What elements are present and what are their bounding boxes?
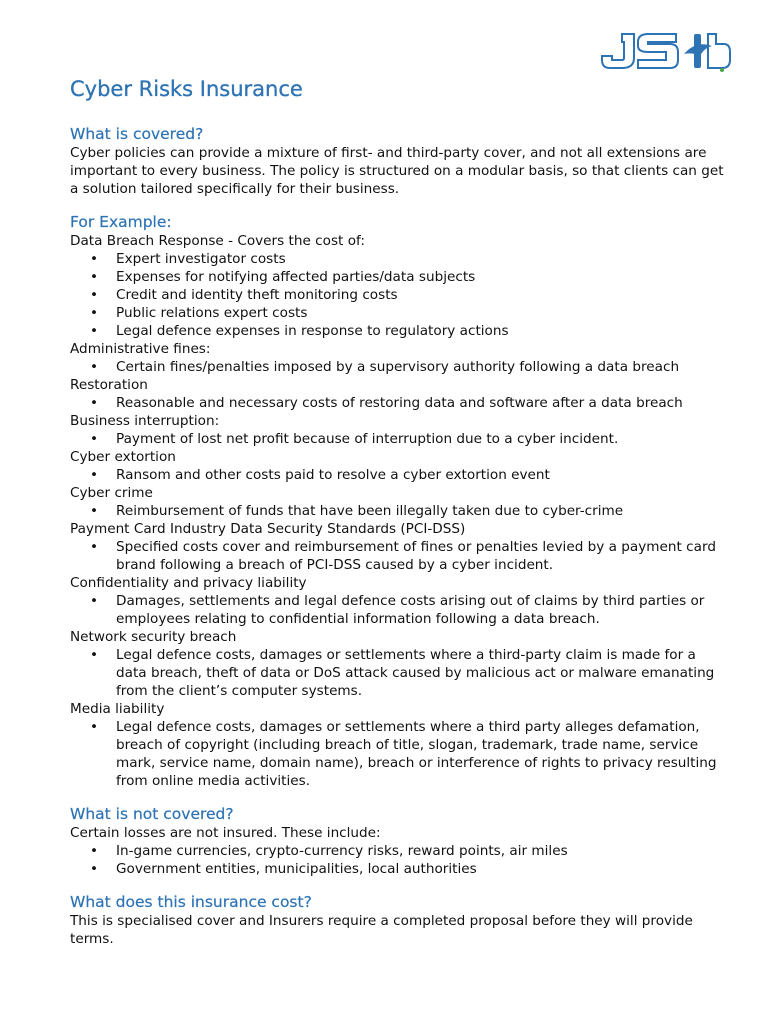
group-list [70, 466, 730, 484]
group-label: Business interruption: [70, 413, 220, 429]
example-groups [70, 232, 730, 790]
group-label: Cyber crime [70, 485, 153, 501]
list-item: • In-game currencies, crypto-currency risks, reward points, air miles [70, 842, 730, 860]
group-label: Restoration [70, 377, 148, 393]
list-item: • Expert investigator costs [70, 250, 730, 268]
list-item: • Legal defence costs, damages or settlements where a third party alleges defamation, breach of copyright (including breach of title, slogan, trademark, trade name, service mark, service name, domain name), breach or interference of rights to privacy resulting from online media activities. [70, 718, 730, 790]
group-list [70, 646, 730, 700]
group-label: Media liability [70, 701, 165, 717]
section-heading-cost: What does this insurance cost? [70, 893, 312, 911]
list-item: • Reimbursement of funds that have been illegally taken due to cyber-crime [70, 502, 730, 520]
group-list [70, 592, 730, 628]
cost-paragraph: This is specialised cover and Insurers require a completed proposal before they will provide terms. [70, 913, 693, 947]
group-label: Administrative fines: [70, 341, 211, 357]
list-item: • Damages, settlements and legal defence costs arising out of claims by third parties or employees relating to confidential information following a data breach. [70, 592, 730, 628]
group-list [70, 358, 730, 376]
group-list [70, 250, 730, 340]
group-label: Data Breach Response - Covers the cost of: [70, 233, 365, 249]
group-list [70, 718, 730, 790]
list-item: • Government entities, municipalities, local authorities [70, 860, 730, 878]
not-covered-intro: Certain losses are not insured. These include: [70, 825, 381, 841]
group-list [70, 430, 730, 448]
group-list [70, 502, 730, 520]
group-list [70, 538, 730, 574]
list-item: • Legal defence expenses in response to regulatory actions [70, 322, 730, 340]
list-item: • Specified costs cover and reimbursement of fines or penalties levied by a payment card brand following a breach of PCI-DSS caused by a cyber incident. [70, 538, 730, 574]
list-item: • Ransom and other costs paid to resolve a cyber extortion event [70, 466, 730, 484]
page-title: Cyber Risks Insurance [70, 77, 303, 101]
list-item: • Reasonable and necessary costs of restoring data and software after a data breach [70, 394, 730, 412]
section-heading-not-covered: What is not covered? [70, 805, 234, 823]
list-item: • Certain fines/penalties imposed by a supervisory authority following a data breach [70, 358, 730, 376]
not-covered-list [70, 842, 730, 878]
list-item: • Credit and identity theft monitoring costs [70, 286, 730, 304]
jsib-logo [600, 28, 732, 74]
group-list [70, 394, 730, 412]
group-label: Cyber extortion [70, 449, 176, 465]
list-item: • Payment of lost net profit because of interruption due to a cyber incident. [70, 430, 730, 448]
list-item: • Legal defence costs, damages or settlements where a third-party claim is made for a data breach, theft of data or DoS attack caused by malicious act or malware emanating from the client’s computer systems. [70, 646, 730, 700]
group-label: Payment Card Industry Data Security Standards (PCI-DSS) [70, 521, 466, 537]
covered-paragraph: Cyber policies can provide a mixture of first- and third-party cover, and not all extensions are important to every business. The policy is structured on a modular basis, so that clients can get a solution tailored specifically for their business. [70, 145, 724, 197]
document-body [70, 124, 730, 948]
section-heading-covered: What is covered? [70, 125, 204, 143]
group-label: Confidentiality and privacy liability [70, 575, 307, 591]
section-heading-example: For Example: [70, 213, 172, 231]
list-item: • Expenses for notifying affected parties/data subjects [70, 268, 730, 286]
group-label: Network security breach [70, 629, 237, 645]
list-item: • Public relations expert costs [70, 304, 730, 322]
